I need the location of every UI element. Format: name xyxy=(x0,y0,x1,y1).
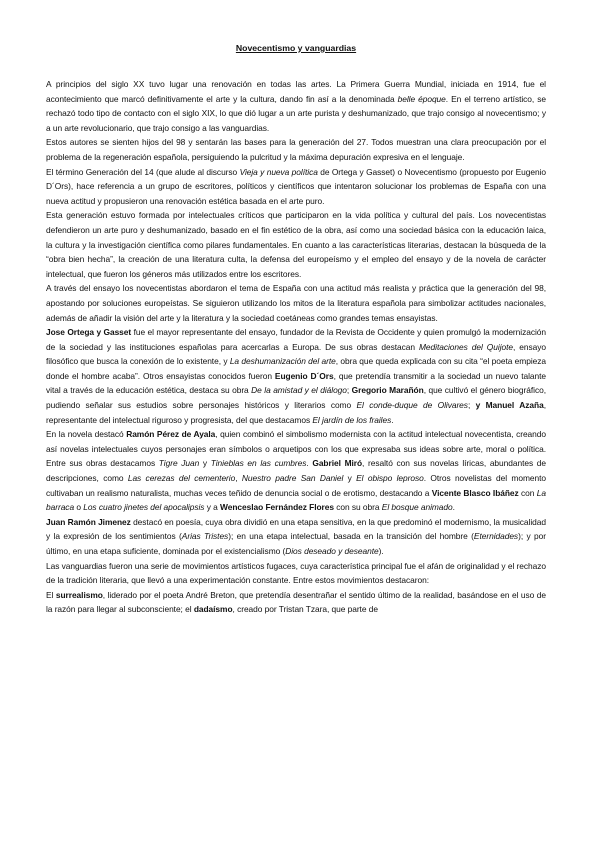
text-run: ). xyxy=(378,546,384,556)
bold-text: dadaísmo xyxy=(193,604,233,615)
bold-text: y Manuel Azaña xyxy=(475,400,544,411)
text-run: El término Generación del 14 (que alude al discurso xyxy=(46,166,240,177)
text-run: , quien combinó el simbolismo modernista con la actitud intelectual novecentista, creando así novelas intelectuales cuyos personajes eran símbolos o arquetipos con los que expresaba sus ideas sobre arte, moral o política. Entre sus obras destacamos xyxy=(46,429,546,469)
text-run: ; xyxy=(467,400,476,411)
paragraph xyxy=(46,165,546,209)
text-run: , liderado por el poeta André Breton, que pretendía desentrañar el sentido último de la realidad, basándose en el uso de la razón para llegar al subconsciente; el xyxy=(46,589,546,615)
italic-text: Tigre Juan xyxy=(158,458,200,469)
italic-text: Los cuatro jinetes del apocalipsis xyxy=(83,502,205,513)
text-run: , resaltó con sus novelas líricas, abundantes de descripciones, como xyxy=(46,458,547,484)
paragraph xyxy=(46,559,546,588)
paragraph xyxy=(46,77,546,135)
text-run: destacó en poesía, cuya obra dividió en una etapa sensitiva, en la que predominó el modernismo, la musicalidad y la expresión de los sentimientos ( xyxy=(46,516,546,542)
text-run: Estos autores se sienten hijos del 98 y sentarán las bases para la generación del 27. Todos muestran una clara preocupación por el problema de la regeneración española, persiguiendo la pulcritud y la máxima depuración expresiva en el lenguaje. xyxy=(46,137,546,162)
bold-text: Juan Ramón Jimenez xyxy=(46,516,131,527)
text-run: , creado por Tristan Tzara, que parte de xyxy=(232,604,378,615)
bold-text: Ramón Pérez de Ayala xyxy=(126,429,216,440)
bold-text: Wenceslao Fernández Flores xyxy=(220,502,334,513)
text-run: . xyxy=(306,458,313,469)
italic-text: Meditaciones del Quijote xyxy=(419,341,513,352)
text-run: El xyxy=(46,589,56,600)
text-run: En la novela destacó xyxy=(46,429,127,440)
text-run: , xyxy=(235,473,242,484)
text-run: , obra que queda explicada con su cita “el poeta empieza donde el hombre acaba”. Otros ensayistas conocidos fueron xyxy=(46,356,546,381)
paragraph xyxy=(46,588,546,617)
text-run: , que cultivó el género biográfico, pudiendo señalar sus estudios sobre personajes históricos y literarios como xyxy=(46,385,546,411)
paragraph xyxy=(46,427,546,515)
paragraph xyxy=(46,515,546,559)
text-run: ); en una etapa intelectual, basada en la transición del hombre ( xyxy=(228,531,474,542)
italic-text: De la amistad y el diálogo xyxy=(251,385,347,396)
text-run: Esta generación estuvo formada por intelectuales críticos que participaron en la vida política y cultural del país. Los novecentistas defendieron un arte puro y deshumanizado, basado en el fin estético de la obra, así como una sociedad básica con la educación laica, la cultura y la investigación científica como pilares fundamentales. En cuanto a las características literarias, destacan la búsqueda de la “obra bien hecha”, la creación de una literatura culta, la defensa del europeísmo y el empleo del ensayo y de la novela de carácter intelectual, que fueron los géneros más utilizados entre los escritores. xyxy=(46,210,546,279)
text-run: y xyxy=(199,458,211,469)
italic-text: Eternidades xyxy=(473,531,519,542)
italic-text: Las cerezas del cementerio xyxy=(127,473,236,484)
text-run: o xyxy=(74,502,84,513)
text-run: ; xyxy=(346,385,352,396)
text-run: , representante del intelectual riguroso y progresista, del que destacamos xyxy=(46,400,546,425)
italic-text: Vieja y nueva política xyxy=(239,166,318,177)
text-run: con xyxy=(518,487,537,498)
italic-text: Dios deseado y deseante xyxy=(285,546,379,556)
bold-text: Vicente Blasco Ibáñez xyxy=(431,487,519,498)
bold-text: Jose Ortega y Gasset xyxy=(46,327,132,338)
document-body xyxy=(46,77,546,617)
italic-text: La barraca xyxy=(46,487,546,513)
text-run: . En el terreno artístico, se rechazó todo tipo de contacto con el siglo XIX, lo que dió lugar a un arte purista y deshumanizado, que trajo consigo al novecentismo; y a un arte revolucionario, que trajo consigo a las vanguardias. xyxy=(46,93,547,133)
italic-text: La deshumanización del arte xyxy=(229,356,336,367)
paragraph xyxy=(46,325,546,427)
text-run: y xyxy=(343,473,357,484)
text-run: A través del ensayo los novecentistas abordaron el tema de España con una actitud más realista y práctica que la generación del 98, apostando por soluciones europeístas. Se siguieron utilizando los mitos de la literatura española para simbolizar actitudes nacionales, además de añadir la visión del arte y la literatura y la sociedad coetáneas como grandes temas ensayistas. xyxy=(46,283,546,323)
document-title: Novecentismo y vanguardias xyxy=(235,43,357,53)
italic-text: El jardín de los frailes xyxy=(312,414,392,425)
italic-text: El conde-duque de Olivares xyxy=(356,400,468,411)
italic-text: Tinieblas en las cumbres xyxy=(210,458,307,469)
bold-text: Gabriel Miró xyxy=(312,458,363,469)
italic-text: El bosque animado xyxy=(381,502,453,513)
paragraph xyxy=(46,281,546,325)
bold-text: Eugenio D´Ors xyxy=(274,370,334,381)
text-run: con su obra xyxy=(334,502,382,513)
italic-text: Nuestro padre San Daniel xyxy=(241,473,344,484)
text-run: . xyxy=(452,502,455,513)
paragraph xyxy=(46,135,546,164)
text-run: , que pretendía transmitir a la sociedad un nuevo talante vital a través de la educación estética, destaca su obra xyxy=(46,370,546,396)
italic-text: belle époque xyxy=(397,93,446,104)
bold-text: surrealismo xyxy=(55,589,103,600)
text-run: fue el mayor representante del ensayo, fundador de la Revista de Occidente y quien promulgó la modernización de la sociedad y las instituciones españolas para acercarlas a Europa. De sus obras destacan xyxy=(46,327,547,352)
text-run: ); y por último, en una etapa suficiente, dominada por el existencialismo ( xyxy=(46,531,547,556)
text-run: , ensayo filosófico que busca la conexión de lo existente, y xyxy=(46,341,547,367)
text-run: de Ortega y Gasset) o Novecentismo (propuesto por Eugenio D´Ors), hace referencia a un grupo de escritores, políticos y científicos que intentaron solucionar los problemas de España con una nueva actitud y propusieron una renovación estética basada en el arte puro. xyxy=(46,166,546,206)
text-run: . xyxy=(391,414,394,425)
bold-text: Gregorio Marañón xyxy=(351,385,424,396)
paragraph xyxy=(46,208,546,281)
text-run: Las vanguardias fueron una serie de movimientos artísticos fugaces, cuya característica principal fue el afán de originalidad y el rechazo de la tradición literaria, que llevó a una experimentación constante. Entre estos movimientos destacaron: xyxy=(46,560,546,586)
italic-text: Arias Tristes xyxy=(181,531,229,542)
text-run: y a xyxy=(204,502,221,513)
text-run: . Otros novelistas del momento cultivaban un realismo naturalista, muchas veces teñido de denuncia social o de erotismo, destacando a xyxy=(46,473,546,498)
text-run: A principios del siglo XX tuvo lugar una renovación en todas las artes. La Primera Guerra Mundial, iniciada en 1914, fue el acontecimiento que marcó definitivamente el arte y la cultura, dando fin así a la denominada xyxy=(46,79,546,104)
italic-text: El obispo leproso xyxy=(356,473,424,484)
